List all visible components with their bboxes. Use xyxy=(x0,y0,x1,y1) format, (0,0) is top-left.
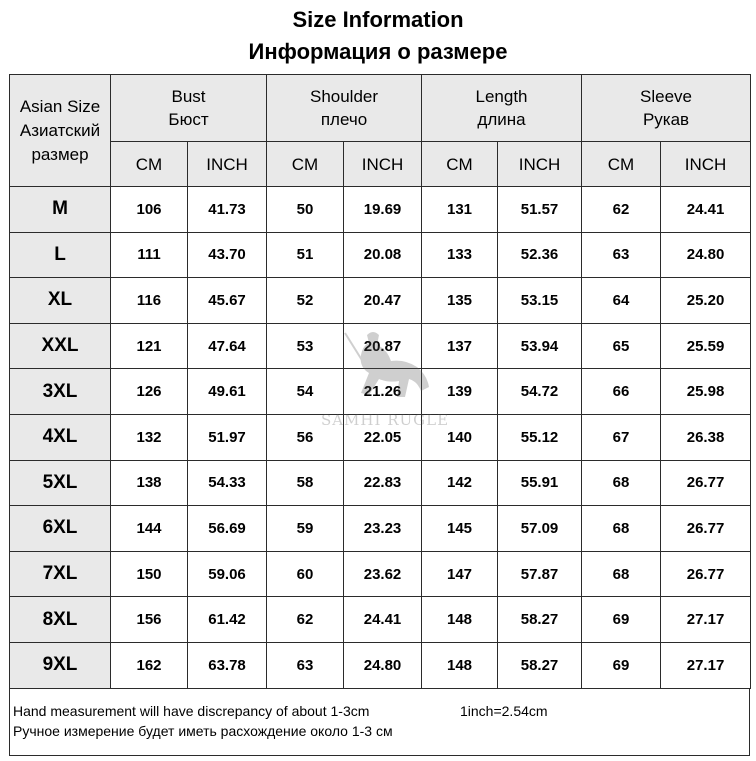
table-row xyxy=(10,369,751,415)
title-russian: Информация о размере xyxy=(248,39,508,64)
sleeve-inch-cell: 27.17 xyxy=(661,642,751,688)
length-inch-header: INCH xyxy=(498,142,582,187)
bust-cm-cell: 121 xyxy=(111,323,188,369)
shoulder-inch-cell: 19.69 xyxy=(344,187,422,233)
table-row xyxy=(10,551,751,597)
length-label-ru: длина xyxy=(477,110,526,129)
shoulder-cm-cell: 51 xyxy=(267,232,344,278)
length-cm-cell: 145 xyxy=(422,506,498,552)
sleeve-inch-header: INCH xyxy=(661,142,751,187)
length-inch-cell: 55.12 xyxy=(498,414,582,460)
length-inch-cell: 53.15 xyxy=(498,278,582,324)
shoulder-header xyxy=(267,75,422,142)
bust-inch-cell: 41.73 xyxy=(188,187,267,233)
bust-cm-header: CM xyxy=(111,142,188,187)
bust-cm-cell: 162 xyxy=(111,642,188,688)
sleeve-inch-cell: 26.77 xyxy=(661,460,751,506)
size-cell: 5XL xyxy=(10,460,111,506)
length-inch-cell: 51.57 xyxy=(498,187,582,233)
asian-size-label-ru-2: размер xyxy=(31,144,89,164)
table-row xyxy=(10,597,751,643)
shoulder-inch-cell: 24.80 xyxy=(344,642,422,688)
sleeve-cm-cell: 64 xyxy=(582,278,661,324)
size-cell: 4XL xyxy=(10,414,111,460)
table-row xyxy=(10,232,751,278)
sleeve-inch-cell: 27.17 xyxy=(661,597,751,643)
length-inch-cell: 55.91 xyxy=(498,460,582,506)
bust-inch-cell: 56.69 xyxy=(188,506,267,552)
shoulder-cm-cell: 59 xyxy=(267,506,344,552)
asian-size-label: Asian Size xyxy=(19,96,101,116)
shoulder-cm-cell: 58 xyxy=(267,460,344,506)
bust-header xyxy=(111,75,267,142)
size-cell: 7XL xyxy=(10,551,111,597)
length-inch-cell: 57.09 xyxy=(498,506,582,552)
sleeve-cm-cell: 63 xyxy=(582,232,661,278)
bust-cm-cell: 150 xyxy=(111,551,188,597)
sleeve-inch-cell: 26.77 xyxy=(661,506,751,552)
sleeve-inch-cell: 24.80 xyxy=(661,232,751,278)
bust-label: Bust xyxy=(171,87,206,106)
asian-size-header xyxy=(10,75,111,187)
sleeve-inch-cell: 25.98 xyxy=(661,369,751,415)
bust-inch-cell: 47.64 xyxy=(188,323,267,369)
size-cell: XL xyxy=(10,278,111,324)
size-cell: 6XL xyxy=(10,506,111,552)
shoulder-cm-cell: 53 xyxy=(267,323,344,369)
bust-inch-cell: 51.97 xyxy=(188,414,267,460)
sleeve-cm-header: CM xyxy=(582,142,661,187)
length-cm-cell: 137 xyxy=(422,323,498,369)
shoulder-cm-cell: 52 xyxy=(267,278,344,324)
notes-box xyxy=(9,688,750,756)
table-row xyxy=(10,460,751,506)
length-cm-cell: 140 xyxy=(422,414,498,460)
table-row xyxy=(10,187,751,233)
length-inch-cell: 57.87 xyxy=(498,551,582,597)
length-cm-cell: 133 xyxy=(422,232,498,278)
length-inch-cell: 53.94 xyxy=(498,323,582,369)
bust-inch-cell: 49.61 xyxy=(188,369,267,415)
shoulder-cm-cell: 62 xyxy=(267,597,344,643)
length-cm-cell: 131 xyxy=(422,187,498,233)
bust-cm-cell: 156 xyxy=(111,597,188,643)
table-row xyxy=(10,278,751,324)
shoulder-inch-cell: 23.62 xyxy=(344,551,422,597)
shoulder-label: Shoulder xyxy=(309,87,379,106)
length-cm-cell: 147 xyxy=(422,551,498,597)
shoulder-inch-cell: 20.47 xyxy=(344,278,422,324)
bust-label-ru: Бюст xyxy=(168,110,209,129)
bust-cm-cell: 126 xyxy=(111,369,188,415)
shoulder-cm-cell: 63 xyxy=(267,642,344,688)
watermark-text: SAMHI RUGLE xyxy=(320,411,450,429)
bust-inch-cell: 61.42 xyxy=(188,597,267,643)
length-cm-cell: 148 xyxy=(422,597,498,643)
shoulder-cm-cell: 56 xyxy=(267,414,344,460)
shoulder-inch-cell: 21.26 xyxy=(344,369,422,415)
shoulder-cm-cell: 50 xyxy=(267,187,344,233)
size-cell: 8XL xyxy=(10,597,111,643)
sleeve-cm-cell: 68 xyxy=(582,460,661,506)
bust-cm-cell: 132 xyxy=(111,414,188,460)
sleeve-inch-cell: 25.20 xyxy=(661,278,751,324)
length-inch-cell: 52.36 xyxy=(498,232,582,278)
shoulder-cm-cell: 60 xyxy=(267,551,344,597)
sleeve-cm-cell: 69 xyxy=(582,597,661,643)
bust-inch-cell: 54.33 xyxy=(188,460,267,506)
sleeve-cm-cell: 69 xyxy=(582,642,661,688)
shoulder-inch-cell: 20.08 xyxy=(344,232,422,278)
asian-size-label-ru: Азиатский xyxy=(19,120,101,140)
length-inch-cell: 54.72 xyxy=(498,369,582,415)
title-english: Size Information xyxy=(292,7,464,32)
bust-inch-cell: 45.67 xyxy=(188,278,267,324)
shoulder-cm-cell: 54 xyxy=(267,369,344,415)
size-table xyxy=(9,74,751,689)
sleeve-cm-cell: 62 xyxy=(582,187,661,233)
sleeve-cm-cell: 68 xyxy=(582,551,661,597)
length-cm-header: CM xyxy=(422,142,498,187)
sleeve-inch-cell: 25.59 xyxy=(661,323,751,369)
sleeve-inch-cell: 26.77 xyxy=(661,551,751,597)
shoulder-inch-cell: 22.83 xyxy=(344,460,422,506)
note-discrepancy-ru: Ручное измерение будет иметь расхождение около 1-3 см xyxy=(13,723,393,739)
sleeve-cm-cell: 67 xyxy=(582,414,661,460)
size-cell: 3XL xyxy=(10,369,111,415)
shoulder-cm-header: CM xyxy=(267,142,344,187)
note-discrepancy: Hand measurement will have discrepancy of about 1-3cm xyxy=(13,703,370,719)
shoulder-inch-cell: 24.41 xyxy=(344,597,422,643)
length-label: Length xyxy=(475,87,528,106)
size-cell: 9XL xyxy=(10,642,111,688)
length-cm-cell: 135 xyxy=(422,278,498,324)
sleeve-inch-cell: 26.38 xyxy=(661,414,751,460)
sleeve-header xyxy=(582,75,751,142)
table-row xyxy=(10,323,751,369)
length-inch-cell: 58.27 xyxy=(498,597,582,643)
bust-cm-cell: 106 xyxy=(111,187,188,233)
sleeve-cm-cell: 66 xyxy=(582,369,661,415)
shoulder-inch-cell: 20.87 xyxy=(344,323,422,369)
size-cell: L xyxy=(10,232,111,278)
note-conversion: 1inch=2.54cm xyxy=(460,703,548,719)
sleeve-cm-cell: 68 xyxy=(582,506,661,552)
sleeve-inch-cell: 24.41 xyxy=(661,187,751,233)
table-row xyxy=(10,506,751,552)
table-row xyxy=(10,414,751,460)
sleeve-cm-cell: 65 xyxy=(582,323,661,369)
bust-inch-cell: 63.78 xyxy=(188,642,267,688)
shoulder-inch-header: INCH xyxy=(344,142,422,187)
sleeve-label: Sleeve xyxy=(640,87,693,106)
sleeve-label-ru: Рукав xyxy=(642,110,690,129)
shoulder-inch-cell: 23.23 xyxy=(344,506,422,552)
bust-inch-header: INCH xyxy=(188,142,267,187)
table-row xyxy=(10,642,751,688)
size-cell: M xyxy=(10,187,111,233)
bust-inch-cell: 43.70 xyxy=(188,232,267,278)
length-cm-cell: 142 xyxy=(422,460,498,506)
shoulder-inch-cell: 22.05 xyxy=(344,414,422,460)
bust-cm-cell: 144 xyxy=(111,506,188,552)
size-cell: XXL xyxy=(10,323,111,369)
length-cm-cell: 139 xyxy=(422,369,498,415)
bust-cm-cell: 138 xyxy=(111,460,188,506)
length-cm-cell: 148 xyxy=(422,642,498,688)
length-inch-cell: 58.27 xyxy=(498,642,582,688)
shoulder-label-ru: плечо xyxy=(320,110,368,129)
length-header xyxy=(422,75,582,142)
bust-cm-cell: 116 xyxy=(111,278,188,324)
bust-inch-cell: 59.06 xyxy=(188,551,267,597)
bust-cm-cell: 111 xyxy=(111,232,188,278)
